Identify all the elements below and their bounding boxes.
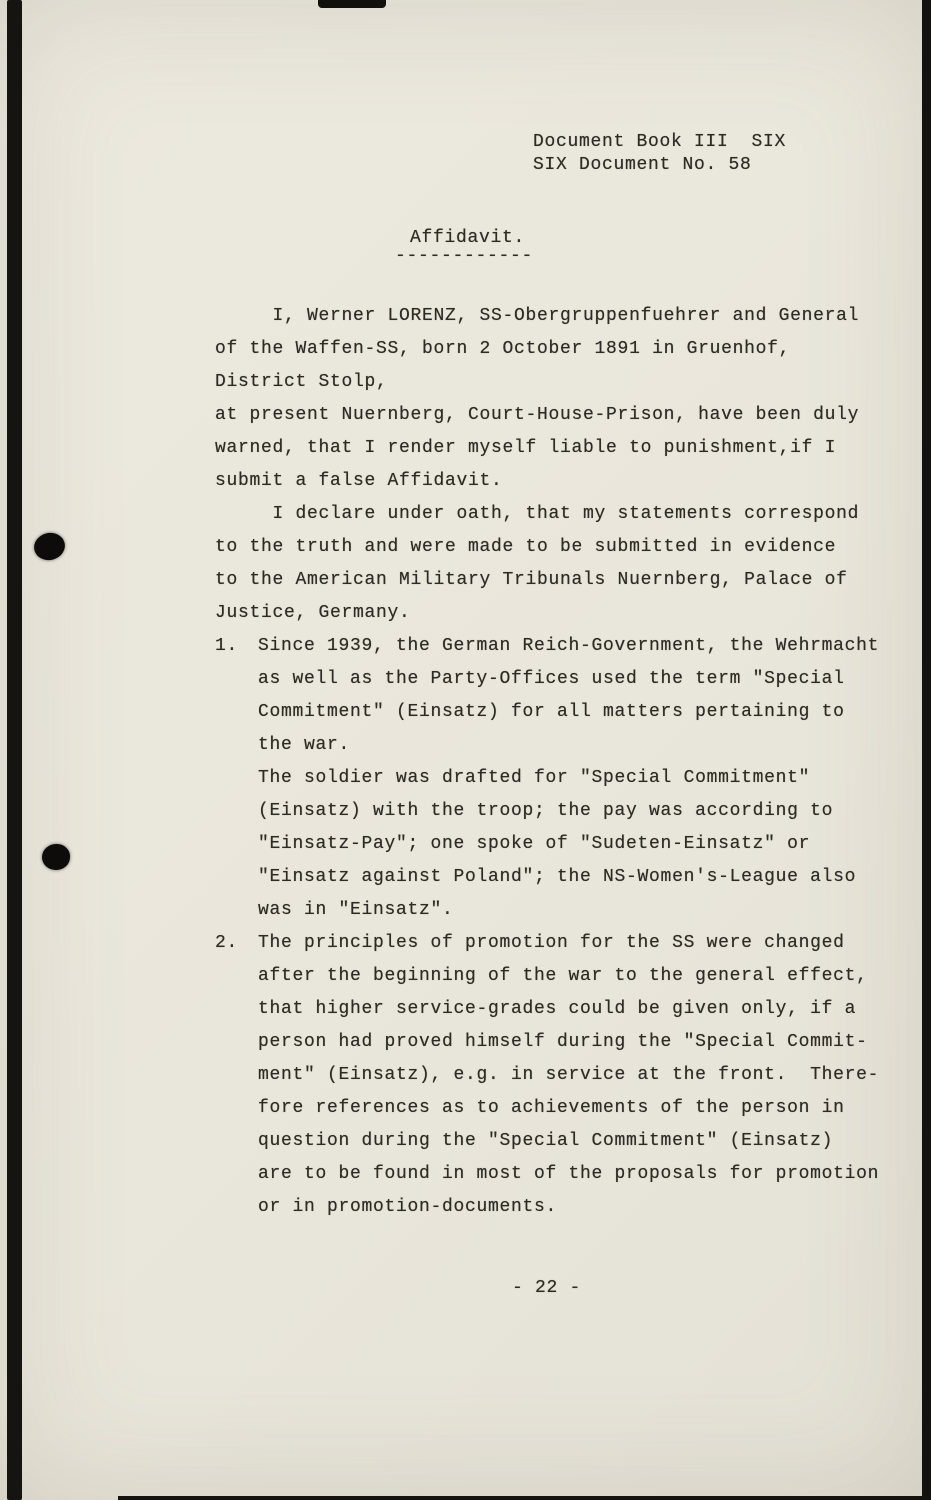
header-docnumber-line: SIX Document No. 58 [533,155,752,175]
scan-edge-right [922,0,931,1500]
document-line: I, Werner LORENZ, SS-Obergruppenfuehrer and General [215,306,860,326]
document-line: The principles of promotion for the SS were changed [258,933,845,953]
document-line: of the Waffen-SS, born 2 October 1891 in Gruenhof, [215,339,791,359]
paragraph-identification [215,300,879,498]
document-line: to the American Military Tribunals Nuernberg, Palace of [215,570,848,590]
document-line: person had proved himself during the "Special Commit- [258,1032,868,1052]
scan-edge-bottom [118,1496,931,1500]
document-line: warned, that I render myself liable to punishment,if I [215,438,837,458]
scan-edge-left [7,0,22,1500]
document-line: or in promotion-documents. [258,1197,558,1217]
document-line: (Einsatz) with the troop; the pay was according to [258,801,834,821]
document-title: Affidavit. [410,228,526,248]
document-line: submit a false Affidavit. [215,471,503,491]
document-line: fore references as to achievements of the person in [258,1098,845,1118]
punch-hole-bottom [42,844,70,870]
document-line: "Einsatz against Poland"; the NS-Women's-League also [258,867,857,887]
punch-hole-top [31,530,68,564]
numbered-item-2 [215,927,879,1224]
document-line: Justice, Germany. [215,603,411,623]
document-line: ment" (Einsatz), e.g. in service at the front. There- [258,1065,880,1085]
document-header [533,131,786,177]
numbered-item-1 [215,630,879,927]
document-line: was in "Einsatz". [258,900,454,920]
document-line: question during the "Special Commitment" (Einsatz) [258,1131,834,1151]
document-body [215,300,879,1224]
document-line: Since 1939, the German Reich-Government, the Wehrmacht [258,636,880,656]
document-line: I declare under oath, that my statements correspond [215,504,860,524]
paragraph-oath [215,498,879,630]
item-text [258,630,879,927]
item-number: 1. [215,636,239,656]
scan-edge-top-mark [318,0,386,8]
document-line: District Stolp, [215,372,388,392]
title-underline: ------------ [395,246,534,266]
document-line: The soldier was drafted for "Special Commitment" [258,768,811,788]
document-line: are to be found in most of the proposals for promotion [258,1164,880,1184]
document-line: after the beginning of the war to the general effect, [258,966,868,986]
document-line: the war. [258,735,351,755]
document-line: at present Nuernberg, Court-House-Prison, have been duly [215,405,860,425]
document-line: "Einsatz-Pay"; one spoke of "Sudeten-Einsatz" or [258,834,811,854]
document-line: Commitment" (Einsatz) for all matters pertaining to [258,702,845,722]
document-line: that higher service-grades could be given only, if a [258,999,857,1019]
document-line: as well as the Party-Offices used the term "Special [258,669,845,689]
item-number: 2. [215,933,239,953]
document-line: to the truth and were made to be submitted in evidence [215,537,837,557]
header-docbook-line: Document Book III SIX [533,132,787,152]
item-text [258,927,879,1224]
page-number: - 22 - [512,1278,582,1298]
